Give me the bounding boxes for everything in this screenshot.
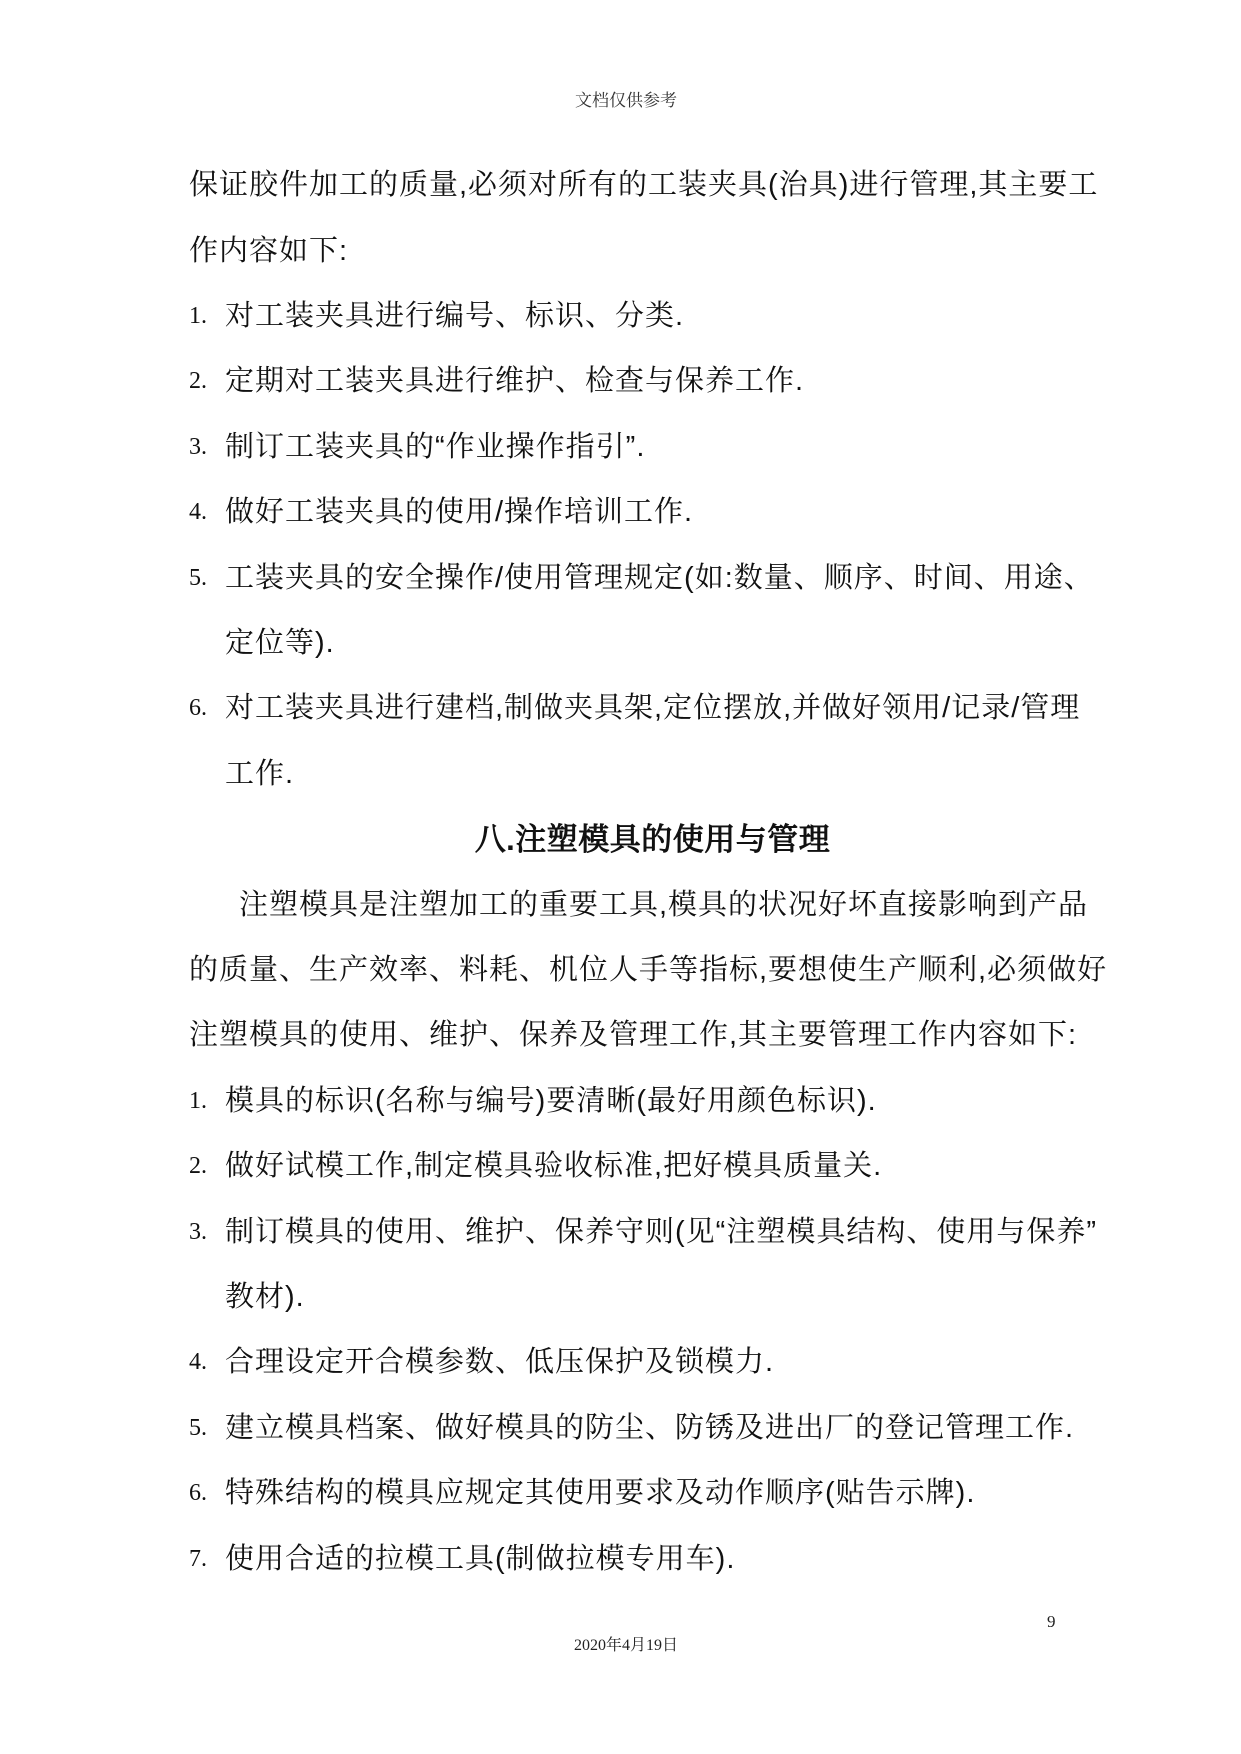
paragraph-text: 注塑模具的使用、维护、保养及管理工作,其主要管理工作内容如下: bbox=[189, 1019, 1078, 1052]
list-item bbox=[0, 1461, 1241, 1526]
list-item-text: 对工装夹具进行编号、标识、分类. bbox=[225, 300, 685, 333]
section-heading-row bbox=[0, 807, 1241, 872]
document-body bbox=[0, 153, 1241, 1592]
intro-text: 保证胶件加工的质量,必须对所有的工装夹具(治具)进行管理,其主要工 bbox=[189, 169, 1099, 202]
list-item-text: 定位等). bbox=[225, 627, 335, 660]
list-item bbox=[0, 284, 1241, 349]
list-item-text: 制订模具的使用、维护、保养守则(见“注塑模具结构、使用与保养” bbox=[225, 1215, 1097, 1248]
paragraph-line bbox=[0, 873, 1241, 938]
list-item-text: 使用合适的拉模工具(制做拉模专用车). bbox=[225, 1542, 736, 1575]
list-item bbox=[0, 1330, 1241, 1395]
list-item bbox=[0, 546, 1241, 611]
intro-line bbox=[0, 153, 1241, 218]
list-item-text: 建立模具档案、做好模具的防尘、防锈及进出厂的登记管理工作. bbox=[225, 1411, 1075, 1444]
list-item bbox=[0, 1069, 1241, 1134]
list-number: 6. bbox=[189, 1480, 207, 1507]
list-item-text: 模具的标识(名称与编号)要清晰(最好用颜色标识). bbox=[225, 1084, 877, 1117]
list-number: 3. bbox=[189, 433, 207, 460]
list-item bbox=[0, 1134, 1241, 1199]
list-number: 1. bbox=[189, 1087, 207, 1114]
page-number: 9 bbox=[1047, 1612, 1056, 1631]
list-item bbox=[0, 1200, 1241, 1265]
list-item-text: 教材). bbox=[225, 1280, 305, 1313]
list-item bbox=[0, 415, 1241, 480]
list-number: 3. bbox=[189, 1218, 207, 1245]
list-item bbox=[0, 1527, 1241, 1592]
list-item bbox=[0, 480, 1241, 545]
list-item bbox=[0, 1396, 1241, 1461]
list-item-text: 做好工装夹具的使用/操作培训工作. bbox=[225, 496, 694, 529]
list-item-text: 定期对工装夹具进行维护、检查与保养工作. bbox=[225, 365, 805, 398]
list-number: 4. bbox=[189, 499, 207, 526]
page-header: 文档仅供参考 bbox=[575, 91, 677, 110]
paragraph-line bbox=[0, 1003, 1241, 1068]
list-item bbox=[0, 349, 1241, 414]
list-item-text: 对工装夹具进行建档,制做夹具架,定位摆放,并做好领用/记录/管理 bbox=[225, 692, 1081, 725]
list-number: 5. bbox=[189, 1414, 207, 1441]
list-number: 5. bbox=[189, 564, 207, 591]
paragraph-text: 注塑模具是注塑加工的重要工具,模具的状况好坏直接影响到产品 bbox=[239, 888, 1089, 921]
list-number: 2. bbox=[189, 1153, 207, 1180]
list-number: 2. bbox=[189, 368, 207, 395]
list-item-continuation bbox=[0, 742, 1241, 807]
list-item bbox=[0, 676, 1241, 741]
intro-text: 作内容如下: bbox=[189, 234, 349, 267]
list-item-text: 制订工装夹具的“作业操作指引”. bbox=[225, 430, 646, 463]
list-number: 6. bbox=[189, 695, 207, 722]
list-number: 1. bbox=[189, 303, 207, 330]
list-item-text: 特殊结构的模具应规定其使用要求及动作顺序(贴告示牌). bbox=[225, 1477, 976, 1510]
list-item-text: 合理设定开合模参数、低压保护及锁模力. bbox=[225, 1346, 775, 1379]
list-item-text: 做好试模工作,制定模具验收标准,把好模具质量关. bbox=[225, 1150, 883, 1183]
list-number: 7. bbox=[189, 1545, 207, 1572]
list-item-text: 工装夹具的安全操作/使用管理规定(如:数量、顺序、时间、用途、 bbox=[225, 561, 1094, 594]
footer-date: 2020年4月19日 bbox=[573, 1637, 678, 1654]
section-heading: 八.注塑模具的使用与管理 bbox=[474, 822, 831, 858]
paragraph-line bbox=[0, 938, 1241, 1003]
list-item-continuation bbox=[0, 1265, 1241, 1330]
paragraph-text: 的质量、生产效率、料耗、机位人手等指标,要想使生产顺利,必须做好 bbox=[189, 953, 1108, 986]
list-number: 4. bbox=[189, 1349, 207, 1376]
list-item-text: 工作. bbox=[225, 757, 295, 790]
intro-line bbox=[0, 219, 1241, 284]
list-item-continuation bbox=[0, 611, 1241, 676]
